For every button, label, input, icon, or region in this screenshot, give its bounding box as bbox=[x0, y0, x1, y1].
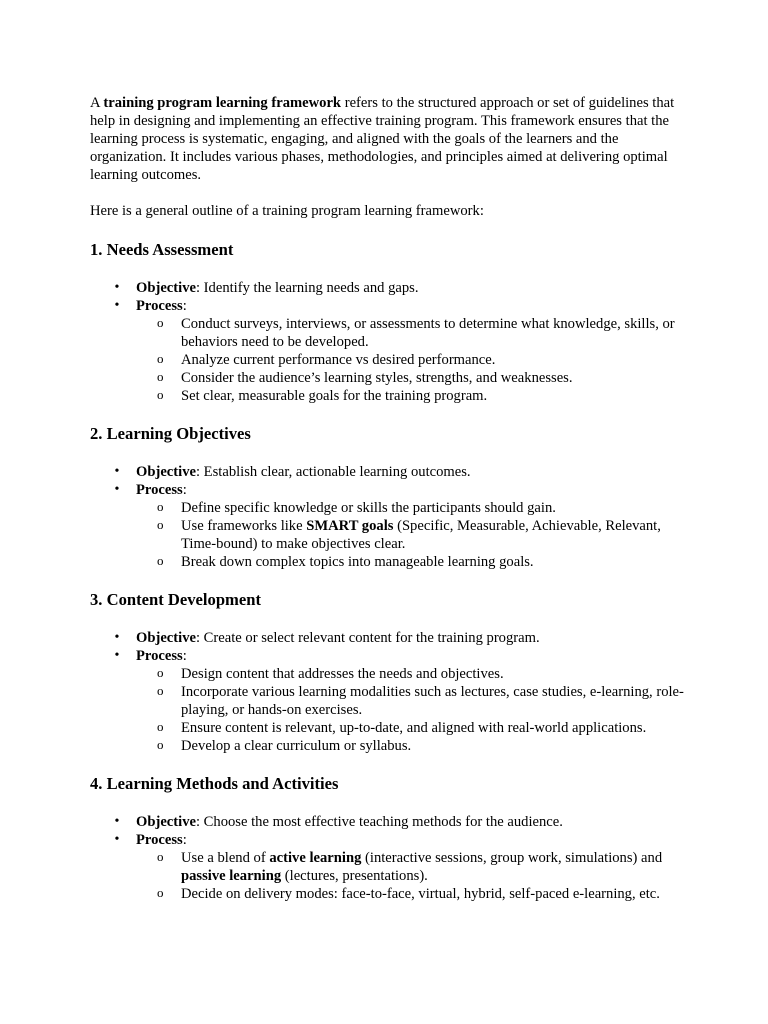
process-step bbox=[157, 517, 690, 553]
process-step-text: Break down complex topics into manageable learning goals. bbox=[181, 554, 534, 570]
section-heading-learning-objectives: 2. Learning Objectives bbox=[90, 424, 251, 443]
colon: : bbox=[182, 832, 187, 848]
process-label: Process bbox=[136, 832, 183, 848]
objective-item bbox=[114, 279, 690, 297]
process-item bbox=[114, 481, 690, 571]
objective-label: Objective bbox=[136, 630, 196, 646]
intro-text: refers to the structured approach or set of guidelines that help in designing and implementing an effective training program. This framework ensures that the learning process is systematic, engaging, and aligned with the goals of the learners and the organization. It includes various phases, methodologies, and principles aimed at delivering optimal learning outcomes. bbox=[90, 95, 675, 183]
circle-bullet-icon: o bbox=[157, 553, 164, 568]
colon: : bbox=[182, 482, 187, 498]
bullet-icon: • bbox=[114, 298, 120, 313]
section-list bbox=[90, 629, 690, 755]
objective-label: Objective bbox=[136, 814, 196, 830]
intro-article: A bbox=[90, 95, 104, 111]
process-step bbox=[157, 683, 690, 719]
process-sublist bbox=[136, 315, 690, 405]
circle-bullet-icon: o bbox=[157, 387, 164, 402]
circle-bullet-icon: o bbox=[157, 719, 164, 734]
passive-learning-term: passive learning bbox=[181, 868, 282, 884]
process-step-text: Ensure content is relevant, up-to-date, and aligned with real-world applications. bbox=[181, 720, 647, 736]
section-heading-learning-methods: 4. Learning Methods and Activities bbox=[90, 774, 339, 793]
circle-bullet-icon: o bbox=[157, 737, 164, 752]
process-step bbox=[157, 665, 690, 683]
process-step-text: Decide on delivery modes: face-to-face, virtual, hybrid, self-paced e-learning, etc. bbox=[181, 886, 660, 902]
process-item bbox=[114, 831, 690, 903]
process-step bbox=[157, 369, 690, 387]
colon: : bbox=[182, 298, 187, 314]
process-label: Process bbox=[136, 298, 183, 314]
objective-item bbox=[114, 463, 690, 481]
process-item bbox=[114, 647, 690, 755]
bullet-icon: • bbox=[114, 814, 120, 829]
bullet-icon: • bbox=[114, 280, 120, 295]
process-step-text: Define specific knowledge or skills the participants should gain. bbox=[181, 500, 556, 516]
objective-text: : Establish clear, actionable learning outcomes. bbox=[195, 464, 471, 480]
process-step-text: Conduct surveys, interviews, or assessments to determine what knowledge, skills, or behaviors need to be developed. bbox=[181, 316, 675, 350]
smart-goals-term: SMART goals bbox=[306, 518, 394, 534]
process-step bbox=[157, 553, 690, 571]
colon: : bbox=[182, 648, 187, 664]
process-step-text: Develop a clear curriculum or syllabus. bbox=[181, 738, 412, 754]
circle-bullet-icon: o bbox=[157, 849, 164, 864]
process-item bbox=[114, 297, 690, 405]
process-step-text: Consider the audience’s learning styles, strengths, and weaknesses. bbox=[181, 370, 573, 386]
process-step-text: (lectures, presentations). bbox=[281, 868, 428, 884]
objective-item bbox=[114, 813, 690, 831]
process-step-text: Use frameworks like bbox=[181, 518, 307, 534]
process-step-text: Incorporate various learning modalities such as lectures, case studies, e-learning, role-playing, or hands-on exercises. bbox=[181, 684, 684, 718]
section-list bbox=[90, 813, 690, 903]
objective-label: Objective bbox=[136, 464, 196, 480]
process-step bbox=[157, 387, 690, 405]
process-step-text: (interactive sessions, group work, simulations) and bbox=[361, 850, 663, 866]
bullet-icon: • bbox=[114, 648, 120, 663]
objective-text: : Identify the learning needs and gaps. bbox=[195, 280, 419, 296]
document-body bbox=[90, 94, 690, 922]
section-heading-needs-assessment: 1. Needs Assessment bbox=[90, 240, 234, 259]
bullet-icon: • bbox=[114, 832, 120, 847]
bullet-icon: • bbox=[114, 464, 120, 479]
objective-label: Objective bbox=[136, 280, 196, 296]
process-label: Process bbox=[136, 648, 183, 664]
process-label: Process bbox=[136, 482, 183, 498]
circle-bullet-icon: o bbox=[157, 885, 164, 900]
process-step bbox=[157, 719, 690, 737]
circle-bullet-icon: o bbox=[157, 683, 164, 698]
objective-text: : Choose the most effective teaching methods for the audience. bbox=[195, 814, 563, 830]
process-step-text: (Specific, Measurable, Achievable, Relevant, Time-bound) to make objectives clear. bbox=[181, 518, 661, 552]
process-step-text: Set clear, measurable goals for the training program. bbox=[181, 388, 488, 404]
bullet-icon: • bbox=[114, 482, 120, 497]
intro-term: training program learning framework bbox=[103, 95, 342, 111]
circle-bullet-icon: o bbox=[157, 369, 164, 384]
circle-bullet-icon: o bbox=[157, 351, 164, 366]
circle-bullet-icon: o bbox=[157, 517, 164, 532]
objective-text: : Create or select relevant content for the training program. bbox=[195, 630, 540, 646]
section-list bbox=[90, 463, 690, 571]
section-list bbox=[90, 279, 690, 405]
process-step-text: Design content that addresses the needs and objectives. bbox=[181, 666, 504, 682]
process-step-text: Use a blend of bbox=[181, 850, 270, 866]
circle-bullet-icon: o bbox=[157, 499, 164, 514]
circle-bullet-icon: o bbox=[157, 665, 164, 680]
process-step bbox=[157, 351, 690, 369]
process-step bbox=[157, 315, 690, 351]
section-heading-content-development: 3. Content Development bbox=[90, 590, 261, 609]
process-sublist bbox=[136, 665, 690, 755]
bullet-icon: • bbox=[114, 630, 120, 645]
process-step bbox=[157, 849, 690, 885]
process-step-text: Analyze current performance vs desired performance. bbox=[181, 352, 496, 368]
circle-bullet-icon: o bbox=[157, 315, 164, 330]
process-sublist bbox=[136, 499, 690, 571]
outline-paragraph: Here is a general outline of a training program learning framework: bbox=[90, 203, 484, 219]
process-step bbox=[157, 499, 690, 517]
objective-item bbox=[114, 629, 690, 647]
intro-paragraph bbox=[90, 94, 690, 184]
process-step bbox=[157, 737, 690, 755]
active-learning-term: active learning bbox=[269, 850, 362, 866]
process-step bbox=[157, 885, 690, 903]
process-sublist bbox=[136, 849, 690, 903]
